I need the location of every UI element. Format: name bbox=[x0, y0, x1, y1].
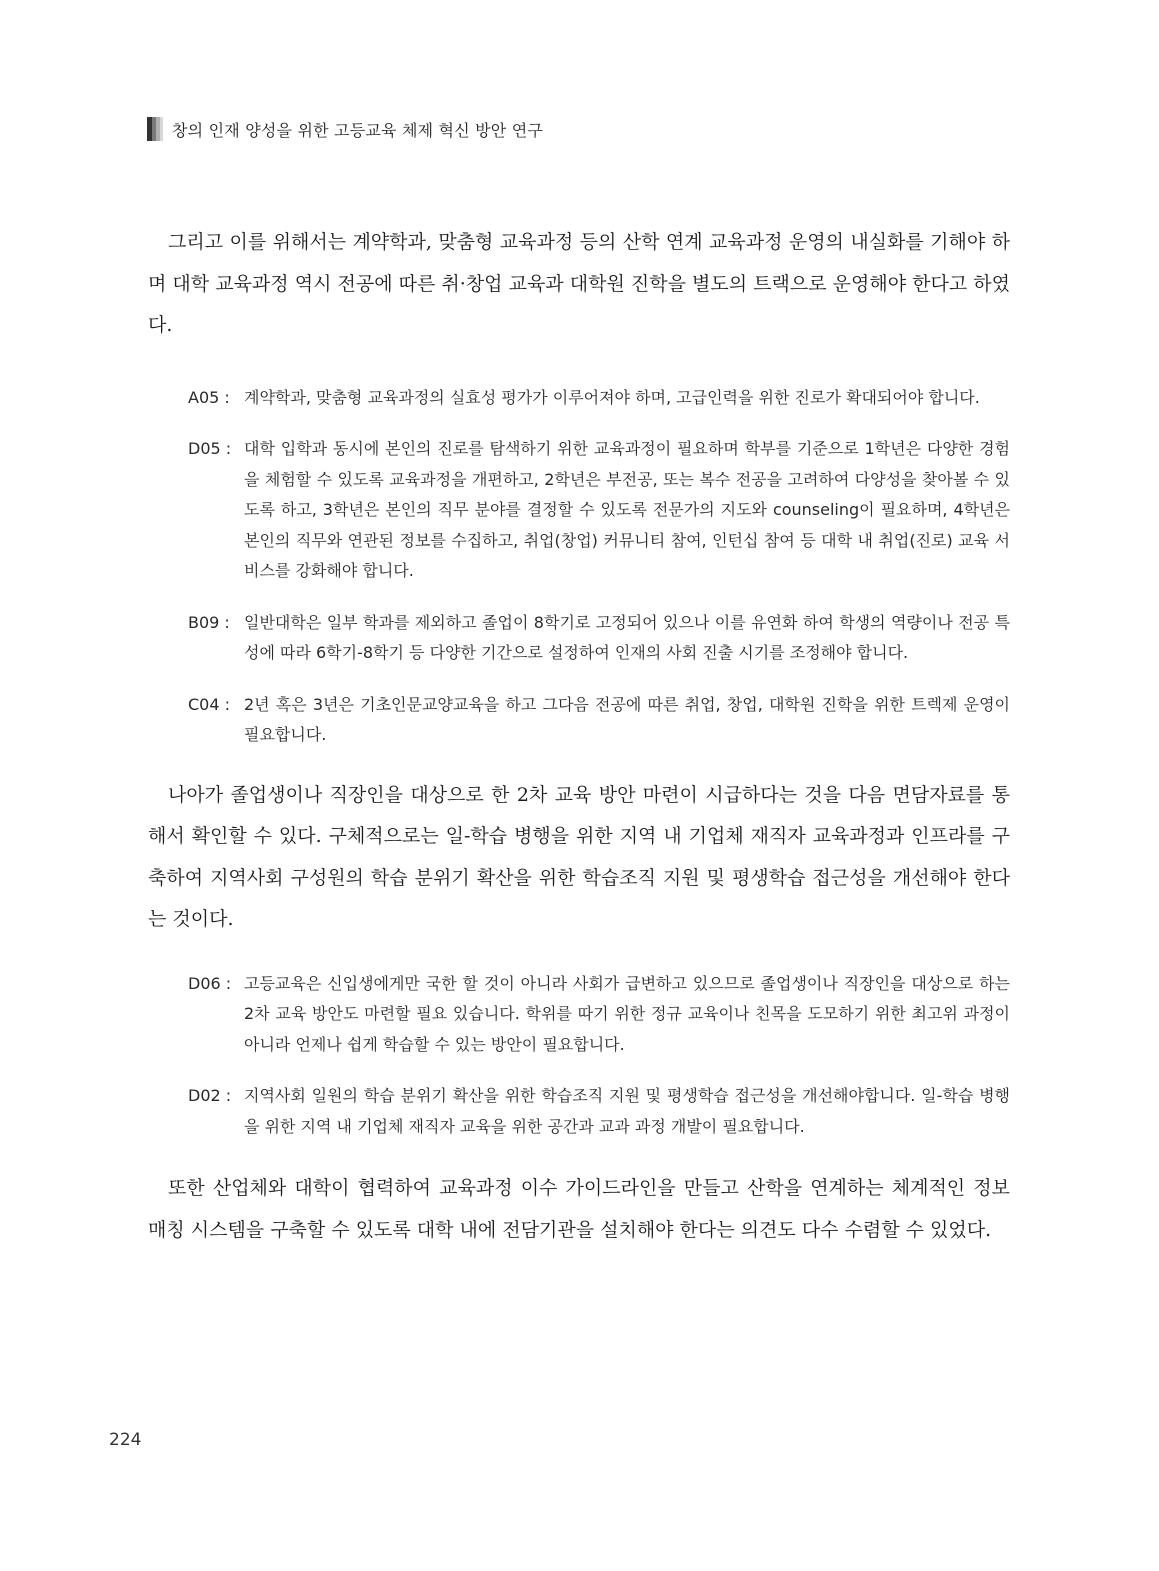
interview-quote bbox=[188, 690, 1010, 751]
interview-quotes bbox=[148, 383, 1010, 751]
interviewee-code: A05 : bbox=[188, 387, 230, 407]
header-bar-mark-icon bbox=[147, 117, 163, 141]
interviewee-code: D02 : bbox=[188, 1086, 232, 1105]
quote-text: 2년 혹은 3년은 기초인문교양교육을 하고 그다음 전공에 따른 취업, 창업, 대학원 진학을 위한 트렉제 운영이 필요합니다. bbox=[244, 694, 1010, 744]
interview-quote bbox=[188, 608, 1010, 669]
quote-text: 대학 입학과 동시에 본인의 진로를 탐색하기 위한 교육과정이 필요하며 학부를 기준으로 1학년은 다양한 경험을 체험할 수 있도록 교육과정을 개편하고, 2학년은 부전공, 또는 복수 전공을 고려하여 다양성을 찾아볼 수 있도록 하고, 3학년은 본인의 직무 분야를 결정할 수 있도록 전문가의 지도와 counseling이 필요하며, 4학년은 본인의 직무와 연관된 정보를 수집하고, 취업(창업) 커뮤니티 참여, 인턴십 참여 등 대학 내 취업(진로) 교육 서비스를 강화해야 합니다. bbox=[244, 439, 1010, 580]
interview-quote bbox=[188, 1081, 1010, 1142]
quote-text: 지역사회 일원의 학습 분위기 확산을 위한 학습조직 지원 및 평생학습 접근성을 개선해야합니다. 일-학습 병행을 위한 지역 내 기업체 재직자 교육을 위한 공간과 교과 과정 개발이 필요합니다. bbox=[244, 1086, 1010, 1136]
body-paragraph: 또한 산업체와 대학이 협력하여 교육과정 이수 가이드라인을 만들고 산학을 연계하는 체계적인 정보 매칭 시스템을 구축할 수 있도록 대학 내에 전담기관을 설치해야 한다는 의견도 다수 수렴할 수 있었다. bbox=[148, 1177, 1010, 1241]
interviewee-code: B09 : bbox=[188, 612, 230, 632]
interview-quote bbox=[188, 434, 1010, 587]
quote-text: 고등교육은 신입생에게만 국한 할 것이 아니라 사회가 급변하고 있으므로 졸업생이나 직장인을 대상으로 하는 2차 교육 방안도 마련할 필요 있습니다. 학위를 따기 위한 정규 교육이나 친목을 도모하기 위한 최고위 과정이 아니라 언제나 쉽게 학습할 수 있는 방안이 필요합니다. bbox=[244, 973, 1010, 1054]
interview-quotes bbox=[148, 969, 1010, 1143]
header-title: 창의 인재 양성을 위한 고등교육 체제 혁신 방안 연구 bbox=[172, 120, 544, 140]
quote-text: 계약학과, 맞춤형 교육과정의 실효성 평가가 이루어져야 하며, 고급인력을 위한 진로가 확대되어야 합니다. bbox=[244, 387, 980, 407]
body-paragraph: 그리고 이를 위해서는 계약학과, 맞춤형 교육과정 등의 산학 연계 교육과정 운영의 내실화를 기해야 하며 대학 교육과정 역시 전공에 따른 취·창업 교육과 대학원 진학을 별도의 트랙으로 운영해야 한다고 하였다. bbox=[148, 231, 1010, 336]
quote-text: 일반대학은 일부 학과를 제외하고 졸업이 8학기로 고정되어 있으나 이를 유연화 하여 학생의 역량이나 전공 특성에 따라 6학기-8학기 등 다양한 기간으로 설정하여 인재의 사회 진출 시기를 조정해야 합니다. bbox=[244, 612, 1010, 662]
page-body bbox=[148, 222, 1010, 1251]
page-number: 224 bbox=[109, 1430, 142, 1450]
interviewee-code: C04 : bbox=[188, 694, 231, 714]
interviewee-code: D06 : bbox=[188, 973, 232, 993]
interview-quote bbox=[188, 383, 1010, 414]
interviewee-code: D05 : bbox=[188, 439, 232, 458]
interview-quote bbox=[188, 969, 1010, 1061]
body-paragraph: 나아가 졸업생이나 직장인을 대상으로 한 2차 교육 방안 마련이 시급하다는 것을 다음 면담자료를 통해서 확인할 수 있다. 구체적으로는 일-학습 병행을 위한 지역 내 기업체 재직자 교육과정과 인프라를 구축하여 지역사회 구성원의 학습 분위기 확산을 위한 학습조직 지원 및 평생학습 접근성을 개선해야 한다는 것이다. bbox=[148, 783, 1010, 930]
running-header bbox=[147, 116, 543, 142]
